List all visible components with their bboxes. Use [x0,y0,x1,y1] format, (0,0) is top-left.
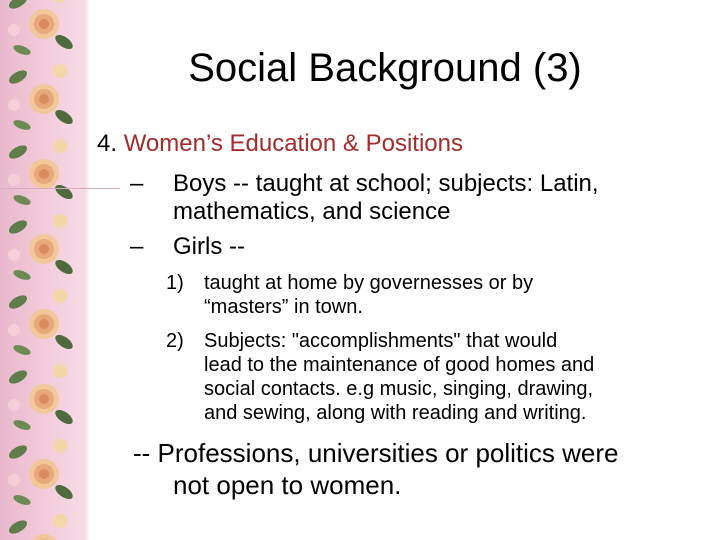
point-4-text: Women’s Education & Positions [123,130,463,157]
closing-line-2: not open to women. [173,470,402,500]
closing-line-1: -- Professions, universities or politics were [133,438,619,468]
girls-text: Girls -- [173,233,245,260]
rose-icon [7,139,75,207]
item-2-line-3: social contacts. e.g music, singing, drawing, [204,378,594,400]
item-1-number: 1) [166,272,184,294]
rose-icon [7,64,75,132]
rose-border [0,0,84,540]
boys-line-1: Boys -- taught at school; subjects: Latin, [173,170,599,197]
item-2-line-2: lead to the maintenance of good homes and [204,354,595,376]
border-divider-line [0,188,120,189]
slide-title: Social Background (3) [188,46,582,90]
item-2-line-4: and sewing, along with reading and writing. [204,402,587,424]
rose-icon [7,364,75,432]
point-4-number: 4. [97,130,118,157]
item-1-line-1: taught at home by governesses or by [204,272,534,294]
boys-dash: – [130,170,144,197]
rose-border-decoration [0,0,84,540]
rose-icon [7,289,75,357]
item-2-number: 2) [166,330,184,352]
rose-icon [7,214,75,282]
item-1-line-2: “masters” in town. [204,296,363,318]
rose-icon [7,514,75,540]
rose-icon [7,0,75,57]
item-2-line-1: Subjects: "accomplishments" that would [204,330,558,352]
point-4 [97,129,463,159]
girls-dash: – [130,233,144,260]
rose-icon [7,439,75,507]
boys-line-2: mathematics, and science [173,198,451,225]
